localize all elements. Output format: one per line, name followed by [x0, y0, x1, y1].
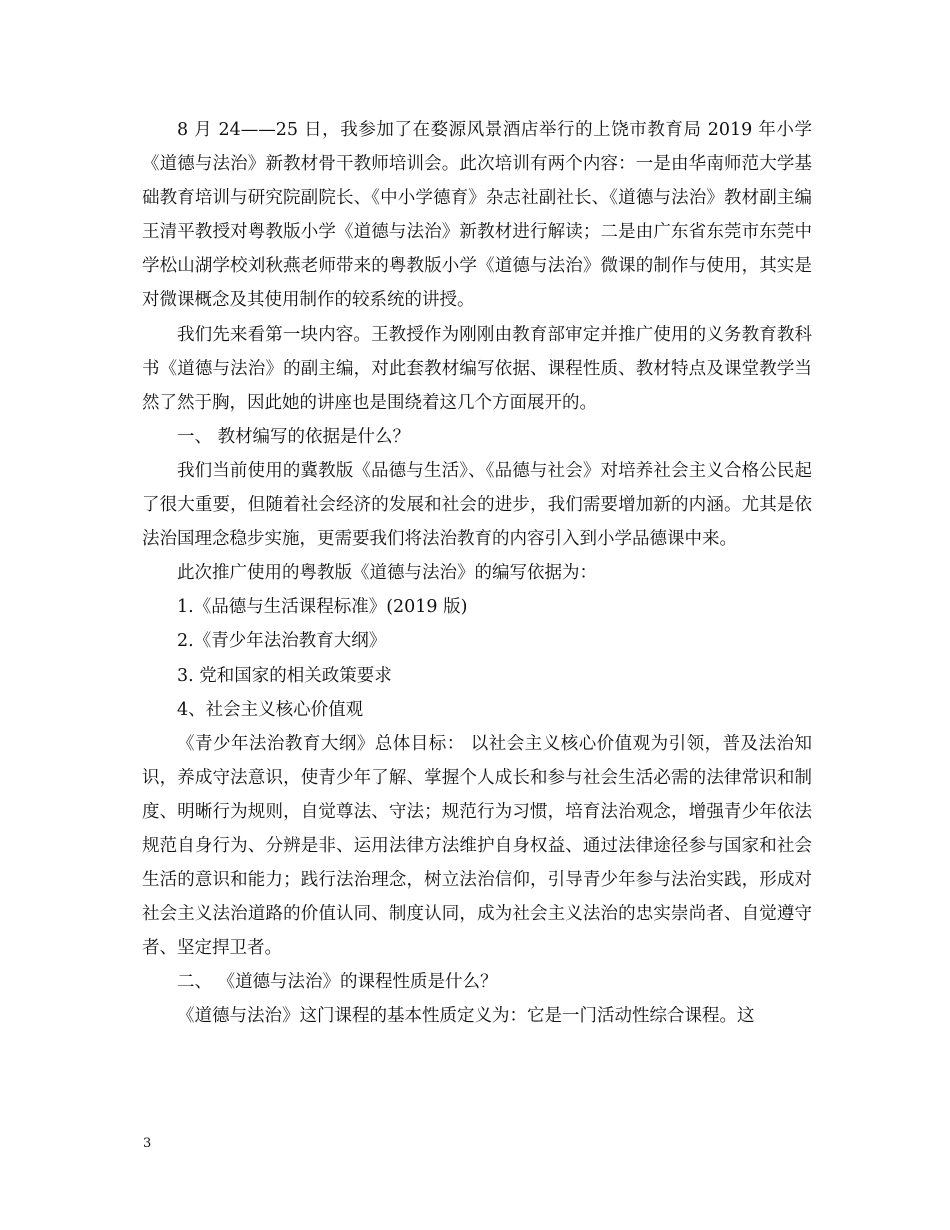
list-item-1: 1.《品德与生活课程标准》(2019 版) [177, 597, 468, 618]
list-item-2: 2.《青少年法治教育大纲》 [177, 631, 387, 652]
document-body [142, 113, 812, 1034]
section-heading-2: 二、 《道德与法治》的课程性质是什么？ [177, 972, 498, 993]
paragraph-background: 我们当前使用的冀教版《品德与生活》、《品德与社会》对培养社会主义合格公民起了很大重要，但随着社会经济的发展和社会的进步，我们需要增加新的内涵。尤其是依法治国理念稳步实施，更需要我们将法治教育的内容引入到小学品德课中来。 [142, 460, 812, 550]
paragraph-course-nature: 《道德与法治》这门课程的基本性质定义为：它是一门活动性综合课程。这 [177, 1006, 755, 1027]
paragraph-first-part: 我们先来看第一块内容。王教授作为刚刚由教育部审定并推广使用的义务教育教科书《道德与法治》的副主编，对此套教材编写依据、课程性质、教材特点及课堂教学当然了然于胸，因此她的讲座也是围绕着这几个方面展开的。 [142, 324, 812, 413]
section-heading-1: 一、 教材编写的依据是什么？ [177, 426, 411, 447]
paragraph-intro: 8 月 24——25 日，我参加了在婺源风景酒店举行的上饶市教育局 2019 年小学《道德与法治》新教材骨干教师培训会。此次培训有两个内容：一是由华南师范大学基础教育培训与研究院副院长、《中小学德育》杂志社副社长、《道德与法治》教材副主编王清平教授对粤教版小学《道德与法治》新教材进行解读；二是由广东省东莞市东莞中学松山湖学校刘秋燕老师带来的粤教版小学《道德与法治》微课的制作与使用，其实是对微课概念及其使用制作的较系统的讲授。 [142, 120, 812, 311]
list-item-4: 4、社会主义核心价值观 [177, 699, 364, 720]
paragraph-basis-intro: 此次推广使用的粤教版《道德与法治》的编写依据为： [177, 563, 597, 584]
list-item-3: 3. 党和国家的相关政策要求 [177, 665, 392, 686]
page-number: 3 [143, 1136, 152, 1151]
paragraph-outline-goal: 《青少年法治教育大纲》总体目标： 以社会主义核心价值观为引领，普及法治知识，养成守法意识，使青少年了解、掌握个人成长和参与社会生活必需的法律常识和制度、明晰行为规则，自觉尊法、守法；规范行为习惯，培育法治观念，增强青少年依法规范自身行为、分辨是非、运用法律方法维护自身权益、通过法律途径参与国家和社会生活的意识和能力；践行法治理念，树立法治信仰，引导青少年参与法治实践，形成对社会主义法治道路的价值认同、制度认同，成为社会主义法治的忠实崇尚者、自觉遵守者、坚定捍卫者。 [142, 733, 812, 959]
